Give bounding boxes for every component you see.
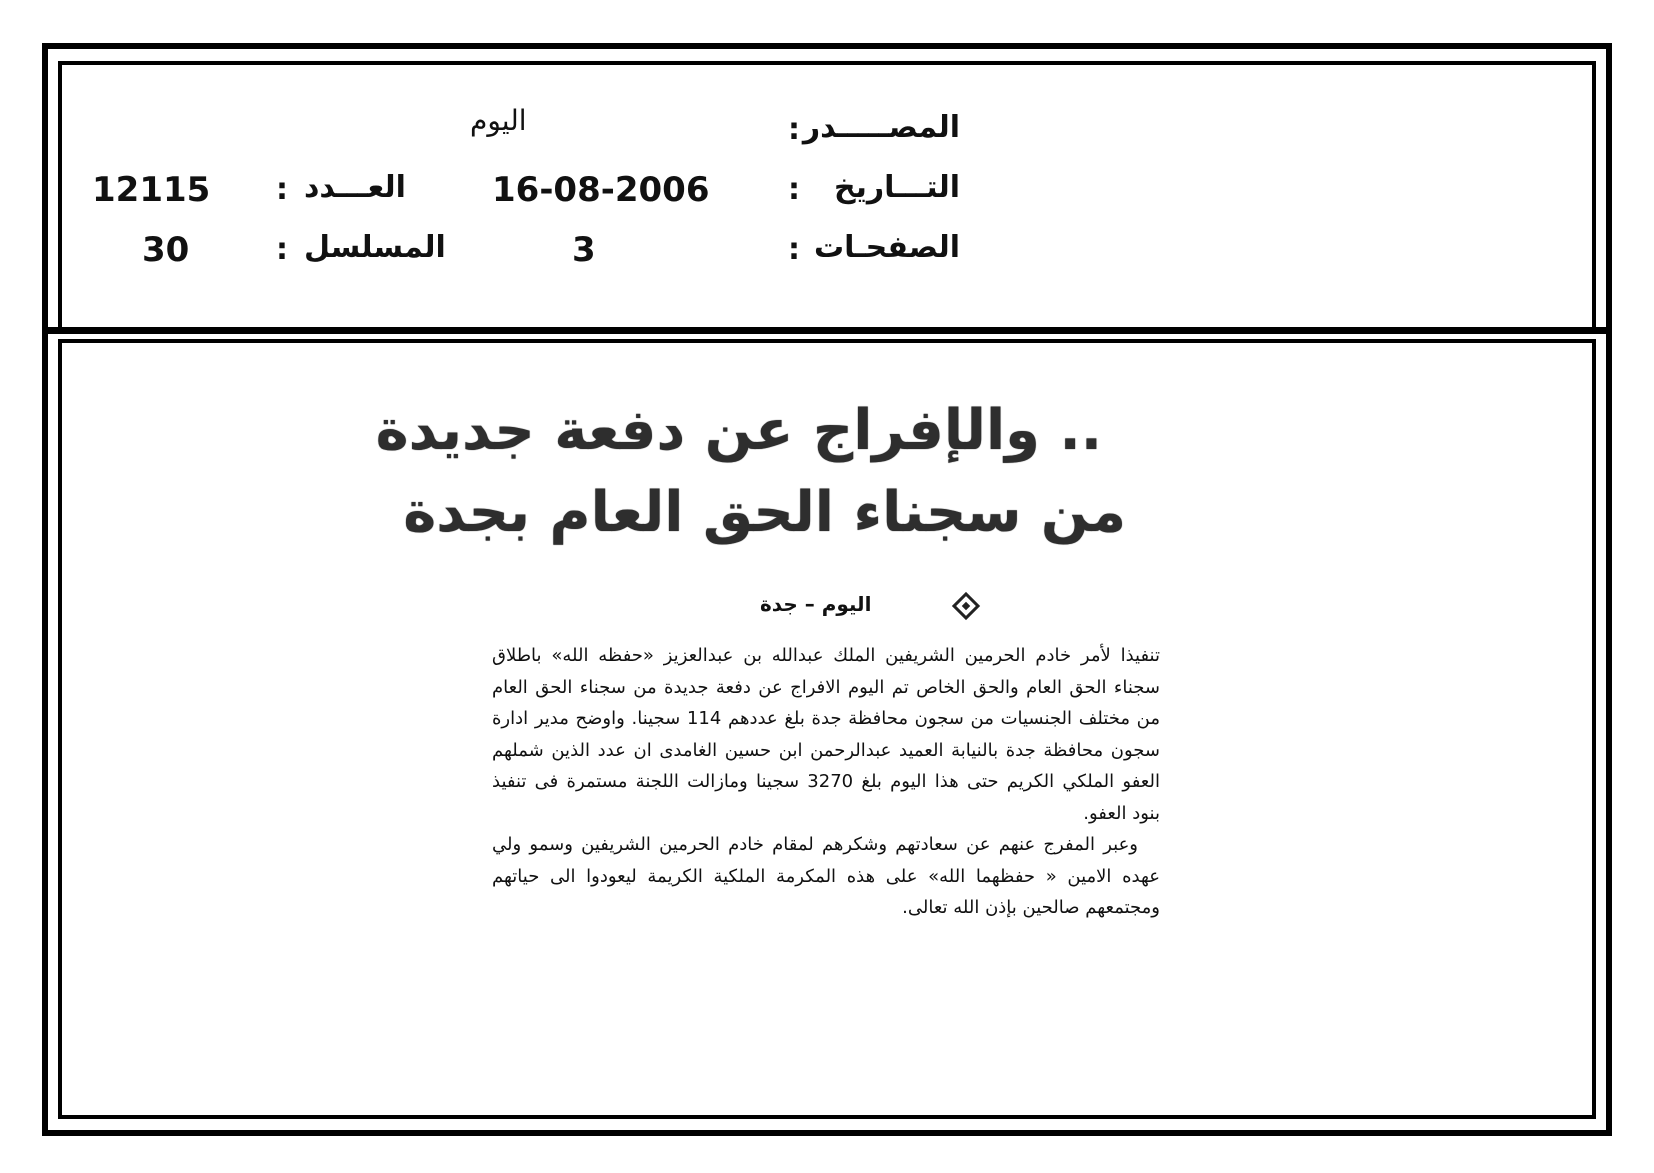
pages-value: 3	[572, 230, 596, 270]
serial-label: المسلسل	[304, 230, 446, 265]
issue-value: 12115	[92, 170, 211, 210]
pages-label: الصفحـات	[814, 230, 960, 265]
source-colon: :	[788, 112, 800, 147]
article-paragraph-1: تنفيذا لأمر خادم الحرمين الشريفين الملك عبدالله بن عبدالعزيز «حفظه الله» باطلاق سجناء الحق العام والحق الخاص تم اليوم الافراج عن دفعة جديدة من سجناء الحق العام من مختلف الجنسيات من سجون محافظة جدة بلغ عددهم 114 سجينا. واوضح مدير ادارة سجون محافظة جدة بالنيابة العميد عبدالرحمن ابن حسين الغامدى ان عدد الذين شملهم العفو الملكي الكريم حتى هذا اليوم بلغ 3270 سجينا ومازالت اللجنة مستمرة فى تنفيذ بنود العفو.	[492, 645, 1161, 824]
source-label: المصـــــدر	[802, 110, 960, 145]
issue-label: العـــدد	[304, 170, 406, 205]
headline-line-2: من سجناء الحق العام بجدة	[403, 480, 1126, 545]
source-value: اليوم	[470, 104, 527, 137]
header-box	[58, 61, 1596, 331]
date-value: 16-08-2006	[492, 170, 710, 210]
date-colon: :	[788, 172, 800, 207]
pages-colon: :	[788, 232, 800, 267]
header-divider	[48, 327, 1606, 334]
issue-colon: :	[276, 172, 288, 207]
serial-colon: :	[276, 232, 288, 267]
date-label: التـــاريخ	[834, 170, 960, 205]
article-paragraph-2: وعبر المفرج عنهم عن سعادتهم وشكرهم لمقام خادم الحرمين الشريفين وسمو ولي عهده الامين « حفظهما الله» على هذه المكرمة الملكية الكريمة ليعودوا الى حياتهم ومجتمعهم صالحين بإذن الله تعالى.	[492, 834, 1160, 918]
serial-value: 30	[142, 230, 190, 270]
dateline: اليوم – جدة	[760, 592, 872, 616]
article-body	[492, 640, 1160, 924]
headline-line-1: .. والإفراج عن دفعة جديدة	[375, 398, 1102, 463]
